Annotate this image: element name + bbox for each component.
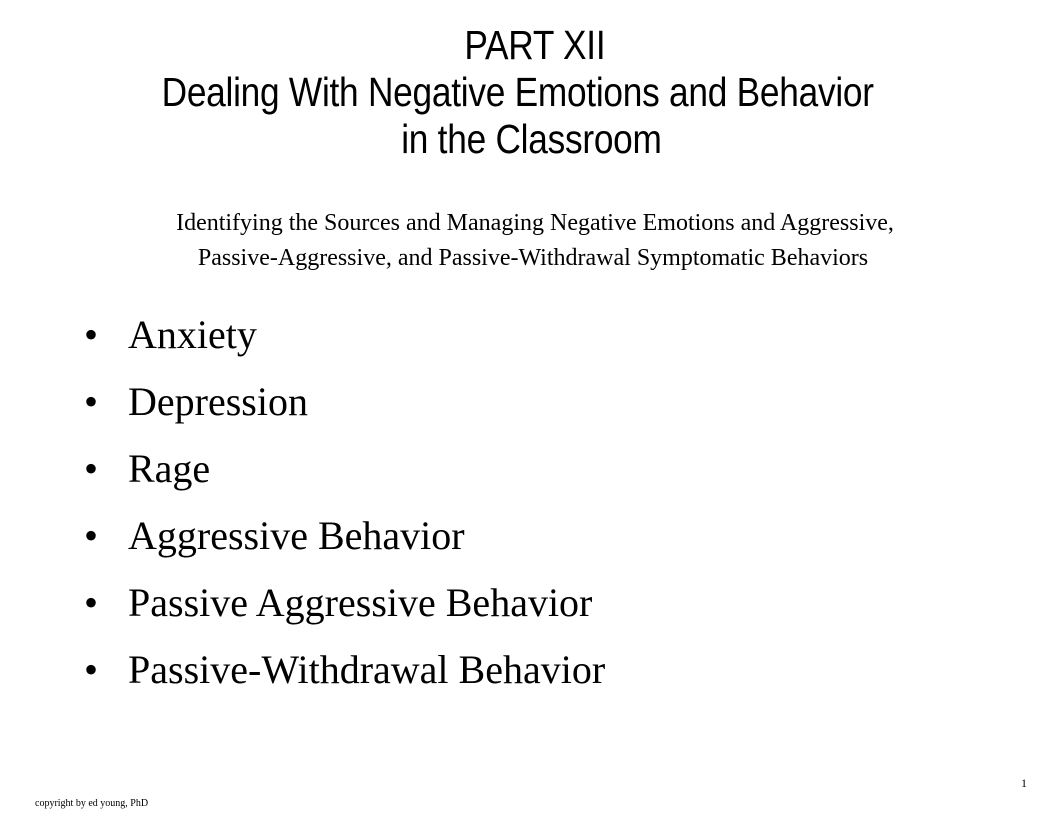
list-item-label: Aggressive Behavior [128,513,465,558]
list-item-label: Rage [128,446,211,491]
list-item [84,440,605,507]
title-line-part: PART XII [464,22,606,68]
bullet-icon: • [84,379,99,424]
bullet-icon: • [84,647,99,692]
bullet-icon: • [84,312,99,357]
title-line-main: Dealing With Negative Emotions and Behavior [161,69,874,115]
list-item [84,373,605,440]
list-item [84,641,605,708]
list-item-label: Passive Aggressive Behavior [128,580,593,625]
list-item [84,507,605,574]
title-line-context: in the Classroom [401,116,662,162]
slide-title [74,22,982,163]
copyright-notice: copyright by ed young, PhD [35,798,149,809]
bullet-icon: • [84,513,99,558]
list-item-label: Passive-Withdrawal Behavior [128,647,606,692]
list-item [84,574,605,641]
subtitle-line-1: Identifying the Sources and Managing Negative Emotions and Aggressive, [176,210,894,236]
list-item [84,306,605,373]
bullet-icon: • [84,580,99,625]
page-number: 1 [1021,776,1027,790]
slide-subtitle [0,206,1056,276]
list-item-label: Depression [128,379,308,424]
subtitle-line-2: Passive-Aggressive, and Passive-Withdrawal Symptomatic Behaviors [197,245,869,271]
list-item-label: Anxiety [128,312,257,357]
topic-list [84,306,605,708]
bullet-icon: • [84,446,99,491]
